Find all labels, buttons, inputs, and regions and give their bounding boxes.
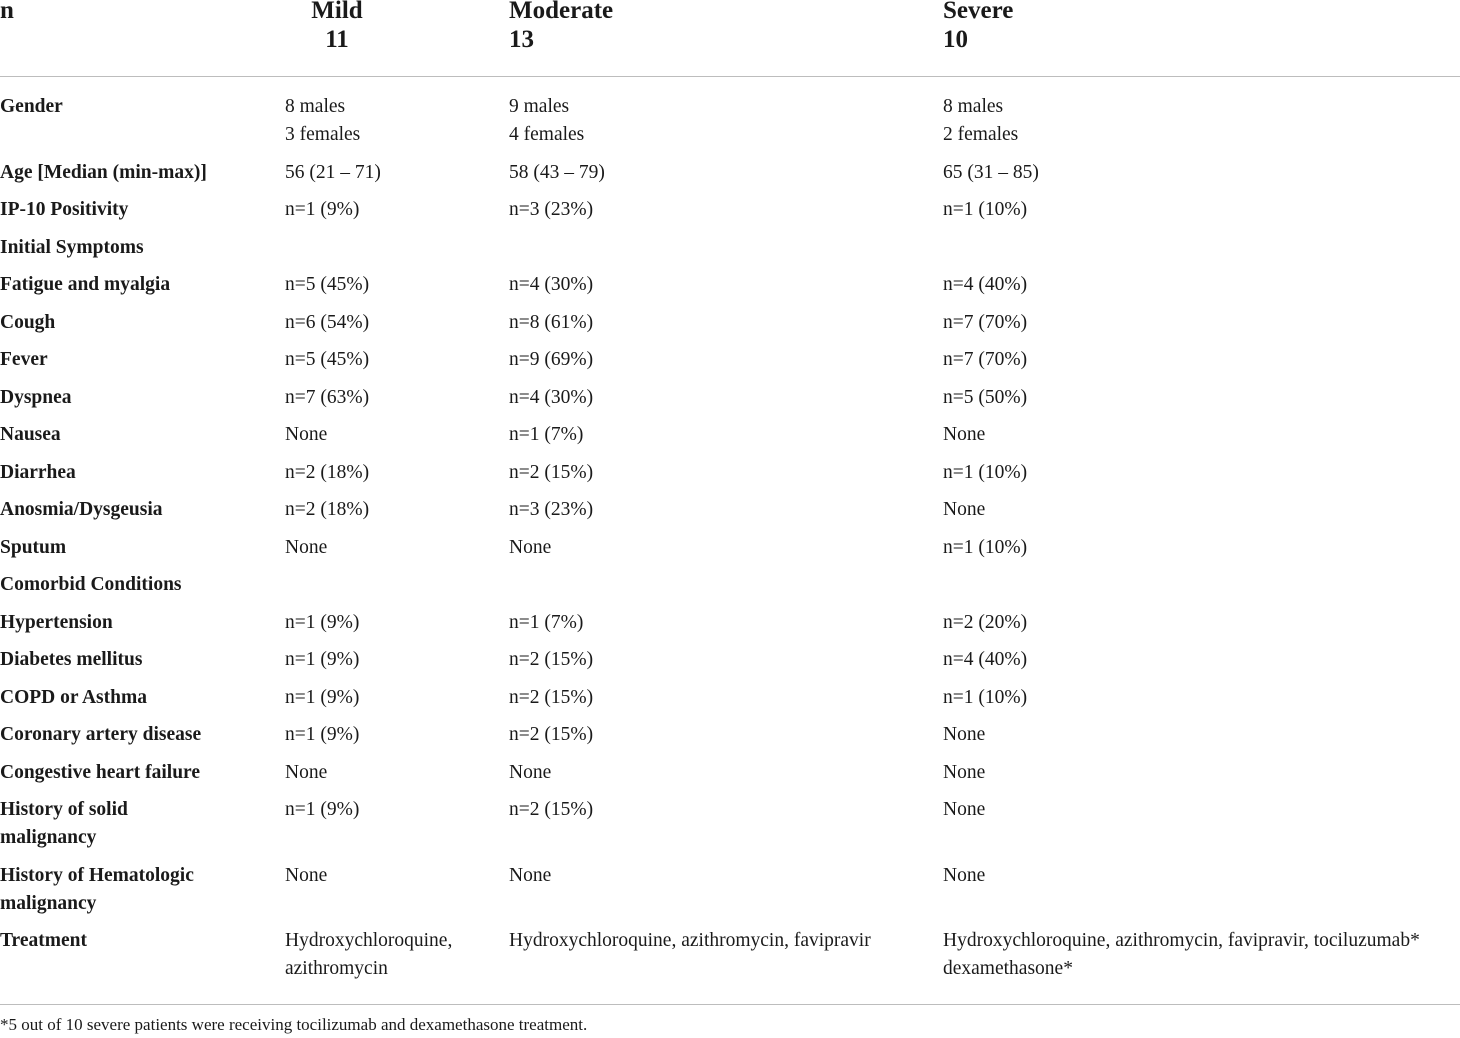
row-label	[0, 684, 270, 712]
header-n: n	[0, 0, 14, 24]
row-label-text: Fever	[0, 349, 48, 370]
cell-mild	[285, 927, 495, 983]
cell-mild	[285, 421, 495, 449]
header-moderate	[509, 0, 613, 54]
cell-severe	[943, 384, 1460, 412]
row-label	[0, 759, 270, 787]
table-row	[0, 421, 1460, 459]
cell-mild-text: Hydroxychloroquine,	[285, 930, 453, 951]
cell-severe-text: n=2 (20%)	[943, 611, 1028, 633]
cell-moderate-text: n=3 (23%)	[509, 199, 594, 220]
table-footnote: *5 out of 10 severe patients were receiving tocilizumab and dexamethasone treatment.	[0, 1015, 588, 1034]
cell-moderate	[509, 159, 929, 187]
cell-severe-text: n=7 (70%)	[943, 311, 1028, 333]
cell-mild-text: n=1 (9%)	[285, 724, 360, 745]
cell-moderate	[509, 609, 929, 637]
cell-mild	[285, 759, 495, 787]
cell-moderate-text: n=9 (69%)	[509, 349, 594, 370]
row-label-text: Diarrhea	[0, 461, 76, 483]
row-label	[0, 496, 270, 524]
cell-severe	[943, 459, 1460, 487]
table-row	[0, 862, 1460, 928]
header-severe-label: Severe	[943, 0, 1014, 24]
row-label	[0, 234, 270, 262]
cell-severe	[943, 609, 1460, 637]
cell-mild-text: None	[285, 864, 328, 886]
cell-severe	[943, 93, 1460, 149]
cell-mild	[285, 196, 495, 224]
cell-moderate	[509, 759, 929, 787]
cell-mild	[285, 159, 495, 187]
row-label-text: Dyspnea	[0, 386, 72, 408]
row-label-text: IP-10 Positivity	[0, 199, 129, 220]
table-row	[0, 93, 1460, 159]
cell-mild-text: None	[285, 424, 328, 445]
cell-severe-text: 8 males	[943, 96, 1004, 117]
table-body	[0, 93, 1460, 993]
row-label	[0, 862, 270, 918]
row-label	[0, 646, 270, 674]
footer-divider	[0, 1004, 1460, 1005]
cell-moderate-text: n=2 (15%)	[509, 649, 594, 670]
cell-mild-text: 8 males	[285, 96, 346, 117]
cell-mild	[285, 796, 495, 824]
cell-moderate	[509, 196, 929, 224]
cell-severe	[943, 346, 1460, 374]
cell-mild	[285, 862, 495, 890]
cell-moderate-text: n=2 (15%)	[509, 686, 594, 708]
header-moderate-label: Moderate	[509, 0, 614, 24]
cell-moderate-text: Hydroxychloroquine, azithromycin, favipravir	[509, 930, 871, 951]
cell-mild-text: n=1 (9%)	[285, 799, 360, 820]
row-label-text: COPD or Asthma	[0, 686, 147, 708]
row-label	[0, 421, 270, 449]
cell-mild-text: 3 females	[285, 124, 361, 145]
row-label	[0, 609, 270, 637]
cell-moderate-text: 4 females	[509, 124, 585, 145]
cell-moderate-text: n=3 (23%)	[509, 499, 594, 520]
cell-severe	[943, 721, 1460, 749]
row-label-text: Initial Symptoms	[0, 236, 144, 258]
table-row	[0, 159, 1460, 197]
cell-mild-text: n=1 (9%)	[285, 199, 360, 220]
cell-moderate-text: None	[509, 761, 552, 783]
row-label	[0, 93, 270, 121]
row-label-text: History of solid	[0, 799, 128, 820]
table-row	[0, 459, 1460, 497]
cell-moderate	[509, 534, 929, 562]
cell-severe	[943, 796, 1460, 824]
cell-moderate-text: 58 (43 – 79)	[509, 161, 605, 183]
cell-moderate-text: None	[509, 864, 552, 886]
row-label	[0, 571, 270, 599]
cell-severe	[943, 684, 1460, 712]
cell-moderate	[509, 346, 929, 374]
table-row	[0, 796, 1460, 862]
table-row	[0, 346, 1460, 384]
cell-mild-text: None	[285, 536, 328, 558]
cell-severe-text: None	[943, 724, 986, 745]
row-label-text: Diabetes mellitus	[0, 649, 143, 670]
cell-moderate-text: n=8 (61%)	[509, 311, 594, 333]
cell-moderate	[509, 459, 929, 487]
cell-severe-text: None	[943, 799, 986, 820]
cell-mild-text: azithromycin	[285, 958, 388, 979]
cell-severe-text: None	[943, 424, 986, 445]
cell-moderate	[509, 927, 929, 955]
cell-severe	[943, 759, 1460, 787]
cell-mild	[285, 721, 495, 749]
table-row	[0, 309, 1460, 347]
cell-mild-text: 56 (21 – 71)	[285, 161, 381, 183]
table-row	[0, 571, 1460, 609]
cell-severe-text: dexamethasone*	[943, 958, 1073, 979]
cell-moderate-text: n=4 (30%)	[509, 274, 594, 295]
row-label	[0, 721, 270, 749]
cell-severe	[943, 159, 1460, 187]
row-label-text: History of Hematologic	[0, 864, 194, 886]
table-row	[0, 271, 1460, 309]
cell-mild-text: n=1 (9%)	[285, 686, 360, 708]
row-label-text: Treatment	[0, 930, 87, 951]
cell-severe	[943, 309, 1460, 337]
cell-mild	[285, 684, 495, 712]
cell-severe-text: 2 females	[943, 124, 1019, 145]
table-header	[0, 0, 1460, 77]
row-label-text: Hypertension	[0, 611, 113, 633]
cell-moderate-text: n=2 (15%)	[509, 724, 594, 745]
cell-mild-text: None	[285, 761, 328, 783]
header-severe	[943, 0, 1013, 54]
cell-mild-text: n=6 (54%)	[285, 311, 370, 333]
cell-mild-text: n=7 (63%)	[285, 386, 370, 408]
header-severe-count: 10	[943, 26, 968, 53]
header-mild-label: Mild	[311, 0, 363, 24]
row-label-text: Gender	[0, 96, 63, 117]
cell-mild-text: n=1 (9%)	[285, 649, 360, 670]
cell-severe-text: n=7 (70%)	[943, 349, 1028, 370]
cell-mild-text: n=5 (45%)	[285, 349, 370, 370]
cell-moderate-text: None	[509, 536, 552, 558]
cell-mild	[285, 346, 495, 374]
cell-severe	[943, 862, 1460, 890]
table-row	[0, 927, 1460, 993]
cell-severe	[943, 534, 1460, 562]
table-row	[0, 609, 1460, 647]
cell-severe-text: n=1 (10%)	[943, 686, 1028, 708]
cell-severe	[943, 196, 1460, 224]
cell-severe-text: n=5 (50%)	[943, 386, 1028, 408]
cell-mild	[285, 271, 495, 299]
cell-mild-text: n=5 (45%)	[285, 274, 370, 295]
cell-severe-text: None	[943, 499, 986, 520]
cell-moderate	[509, 684, 929, 712]
cell-moderate-text: n=2 (15%)	[509, 461, 594, 483]
row-label-text: Coronary artery disease	[0, 724, 202, 745]
cell-mild	[285, 496, 495, 524]
row-label	[0, 384, 270, 412]
header-mild	[285, 0, 389, 54]
table-row	[0, 196, 1460, 234]
cell-moderate	[509, 309, 929, 337]
cell-mild	[285, 534, 495, 562]
cell-mild-text: n=1 (9%)	[285, 611, 360, 633]
row-label-text: Age [Median (min-max)]	[0, 161, 207, 183]
row-label	[0, 346, 270, 374]
row-label-text: malignancy	[0, 892, 97, 914]
row-label	[0, 196, 270, 224]
cell-mild	[285, 93, 495, 149]
table-row	[0, 759, 1460, 797]
cell-moderate	[509, 496, 929, 524]
cell-mild	[285, 459, 495, 487]
cell-moderate-text: 9 males	[509, 96, 570, 117]
row-label	[0, 534, 270, 562]
row-label	[0, 459, 270, 487]
cell-moderate-text: n=1 (7%)	[509, 424, 584, 445]
row-label	[0, 271, 270, 299]
table-row	[0, 721, 1460, 759]
cell-moderate	[509, 646, 929, 674]
table-row	[0, 384, 1460, 422]
cell-severe-text: n=4 (40%)	[943, 274, 1028, 295]
cell-severe	[943, 646, 1460, 674]
row-label-text: Congestive heart failure	[0, 761, 201, 783]
cell-moderate	[509, 862, 929, 890]
row-label-text: Anosmia/Dysgeusia	[0, 499, 163, 520]
cell-mild	[285, 309, 495, 337]
table-row	[0, 534, 1460, 572]
cell-severe	[943, 496, 1460, 524]
cell-moderate-text: n=4 (30%)	[509, 386, 594, 408]
cell-mild	[285, 609, 495, 637]
table-row	[0, 234, 1460, 272]
cell-severe-text: n=1 (10%)	[943, 461, 1028, 483]
row-label	[0, 927, 270, 955]
cell-mild-text: n=2 (18%)	[285, 499, 370, 520]
cell-severe	[943, 421, 1460, 449]
cell-mild-text: n=2 (18%)	[285, 461, 370, 483]
cell-severe-text: 65 (31 – 85)	[943, 161, 1039, 183]
table-row	[0, 684, 1460, 722]
row-label-text: Cough	[0, 311, 56, 333]
cell-severe-text: n=1 (10%)	[943, 536, 1028, 558]
cell-moderate-text: n=1 (7%)	[509, 611, 584, 633]
row-label-text: Nausea	[0, 424, 61, 445]
cell-moderate	[509, 93, 929, 149]
row-label	[0, 159, 270, 187]
row-label-text: Comorbid Conditions	[0, 574, 182, 595]
table-row	[0, 646, 1460, 684]
row-label-text: malignancy	[0, 827, 97, 848]
header-moderate-count: 13	[509, 26, 534, 53]
row-label	[0, 796, 270, 852]
row-label	[0, 309, 270, 337]
cell-severe-text: None	[943, 864, 986, 886]
row-label-text: Fatigue and myalgia	[0, 274, 171, 295]
cell-moderate-text: n=2 (15%)	[509, 799, 594, 820]
cell-mild	[285, 384, 495, 412]
cell-severe	[943, 927, 1460, 983]
cell-moderate	[509, 271, 929, 299]
cell-severe-text: n=4 (40%)	[943, 649, 1028, 670]
cell-severe-text: None	[943, 761, 986, 783]
cell-moderate	[509, 796, 929, 824]
cell-severe-text: n=1 (10%)	[943, 199, 1028, 220]
cell-severe	[943, 271, 1460, 299]
header-mild-count: 11	[325, 26, 349, 53]
cell-severe-text: Hydroxychloroquine, azithromycin, favipravir, tociluzumab*	[943, 930, 1420, 951]
cell-moderate	[509, 721, 929, 749]
cell-mild	[285, 646, 495, 674]
cell-moderate	[509, 421, 929, 449]
table-row	[0, 496, 1460, 534]
cell-moderate	[509, 384, 929, 412]
row-label-text: Sputum	[0, 536, 67, 558]
